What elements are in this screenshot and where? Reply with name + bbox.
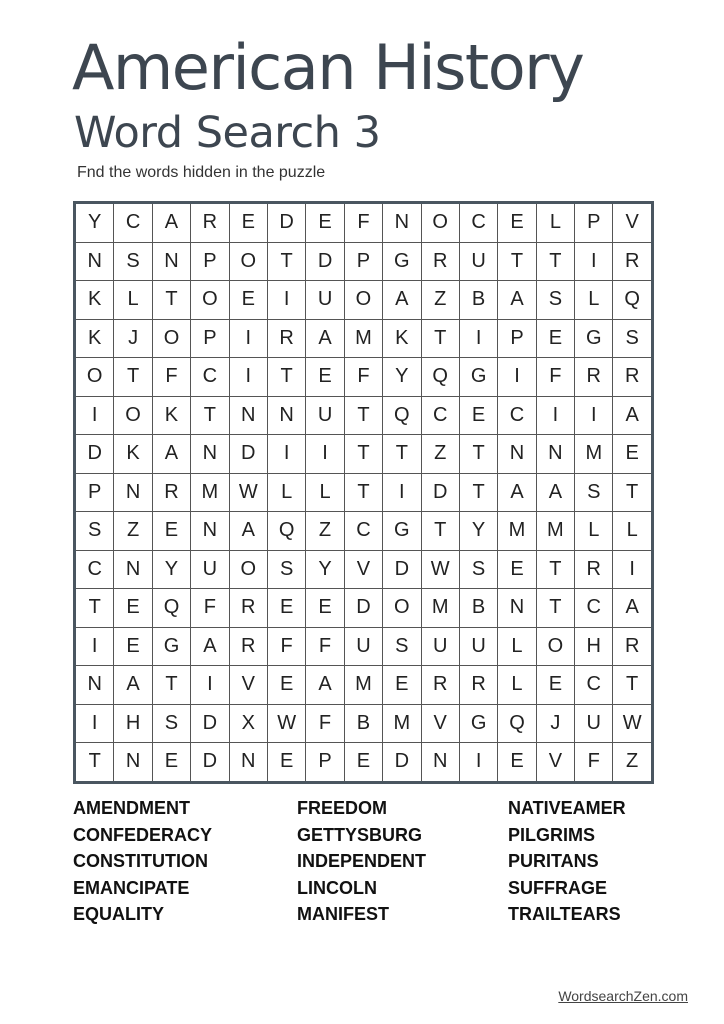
grid-cell[interactable]: K: [114, 435, 152, 474]
grid-cell[interactable]: K: [383, 319, 421, 358]
grid-cell[interactable]: S: [114, 242, 152, 281]
grid-cell[interactable]: D: [383, 550, 421, 589]
grid-cell[interactable]: U: [306, 396, 344, 435]
grid-cell[interactable]: H: [575, 627, 613, 666]
grid-cell[interactable]: E: [229, 203, 267, 243]
grid-cell[interactable]: G: [459, 358, 497, 397]
grid-cell[interactable]: X: [229, 704, 267, 743]
grid-cell[interactable]: E: [229, 281, 267, 320]
grid-cell[interactable]: A: [536, 473, 574, 512]
grid-cell[interactable]: T: [344, 396, 382, 435]
grid-cell[interactable]: T: [459, 473, 497, 512]
grid-row: [75, 319, 653, 358]
grid-cell[interactable]: U: [459, 242, 497, 281]
grid-cell[interactable]: C: [459, 203, 497, 243]
grid-cell[interactable]: T: [613, 473, 652, 512]
grid-cell[interactable]: F: [344, 203, 382, 243]
grid-cell[interactable]: A: [498, 473, 536, 512]
grid-cell[interactable]: R: [229, 627, 267, 666]
word-item: EMANCIPATE: [73, 877, 190, 898]
grid-row: [75, 589, 653, 628]
grid-cell[interactable]: N: [383, 203, 421, 243]
grid-cell[interactable]: D: [75, 435, 114, 474]
word-list-column-3: [508, 795, 626, 928]
grid-cell[interactable]: E: [536, 319, 574, 358]
grid-cell[interactable]: C: [344, 512, 382, 551]
grid-cell[interactable]: N: [191, 512, 229, 551]
grid-cell[interactable]: E: [267, 666, 305, 705]
grid-cell[interactable]: E: [267, 743, 305, 783]
grid-cell[interactable]: M: [383, 704, 421, 743]
grid-cell[interactable]: N: [75, 666, 114, 705]
grid-cell[interactable]: V: [536, 743, 574, 783]
grid-cell[interactable]: R: [229, 589, 267, 628]
grid-cell[interactable]: J: [114, 319, 152, 358]
grid-cell[interactable]: H: [114, 704, 152, 743]
grid-cell[interactable]: R: [267, 319, 305, 358]
word-item: AMENDMENT: [73, 798, 190, 818]
grid-cell[interactable]: N: [498, 589, 536, 628]
word-item: MANIFEST: [297, 904, 389, 924]
grid-cell[interactable]: D: [421, 473, 459, 512]
grid-row: [75, 743, 653, 783]
grid-cell[interactable]: M: [575, 435, 613, 474]
word-item: EQUALITY: [73, 904, 165, 924]
page-subtitle: Word Search 3: [74, 108, 381, 158]
grid-cell[interactable]: A: [498, 281, 536, 320]
word-item: TRAILTEARS: [508, 904, 621, 924]
grid-cell[interactable]: N: [114, 550, 152, 589]
word-list-column-1: [73, 795, 212, 928]
grid-cell[interactable]: O: [536, 627, 574, 666]
grid-cell[interactable]: O: [114, 396, 152, 435]
grid-cell[interactable]: W: [267, 704, 305, 743]
grid-cell[interactable]: L: [498, 666, 536, 705]
grid-row: [75, 704, 653, 743]
grid-cell[interactable]: E: [383, 666, 421, 705]
grid-cell[interactable]: E: [498, 743, 536, 783]
grid-cell[interactable]: Q: [152, 589, 190, 628]
grid-row: [75, 512, 653, 551]
grid-cell[interactable]: A: [152, 435, 190, 474]
grid-cell[interactable]: T: [152, 281, 190, 320]
grid-cell[interactable]: D: [306, 242, 344, 281]
grid-cell[interactable]: E: [459, 396, 497, 435]
word-item: FREEDOM: [297, 798, 387, 818]
grid-row: [75, 242, 653, 281]
grid-cell[interactable]: F: [344, 358, 382, 397]
word-item: GETTYSBURG: [297, 824, 423, 845]
grid-cell[interactable]: I: [613, 550, 652, 589]
grid-cell[interactable]: U: [459, 627, 497, 666]
grid-cell[interactable]: C: [421, 396, 459, 435]
grid-cell[interactable]: F: [267, 627, 305, 666]
grid-cell[interactable]: G: [383, 242, 421, 281]
grid-cell[interactable]: Q: [383, 396, 421, 435]
grid-cell[interactable]: S: [383, 627, 421, 666]
grid-cell[interactable]: D: [229, 435, 267, 474]
grid-cell[interactable]: O: [152, 319, 190, 358]
grid-row: [75, 627, 653, 666]
grid-cell[interactable]: C: [575, 666, 613, 705]
grid-cell[interactable]: G: [459, 704, 497, 743]
grid-cell[interactable]: T: [75, 589, 114, 628]
grid-cell[interactable]: W: [229, 473, 267, 512]
grid-cell[interactable]: I: [306, 435, 344, 474]
grid-cell[interactable]: T: [613, 666, 652, 705]
grid-cell[interactable]: E: [536, 666, 574, 705]
grid-cell[interactable]: N: [536, 435, 574, 474]
grid-cell[interactable]: T: [536, 550, 574, 589]
grid-cell[interactable]: S: [536, 281, 574, 320]
grid-cell[interactable]: E: [306, 203, 344, 243]
grid-cell[interactable]: T: [344, 473, 382, 512]
grid-cell[interactable]: R: [191, 203, 229, 243]
grid-cell[interactable]: A: [229, 512, 267, 551]
grid-cell[interactable]: U: [344, 627, 382, 666]
grid-cell[interactable]: I: [75, 396, 114, 435]
grid-cell[interactable]: V: [613, 203, 652, 243]
grid-cell[interactable]: O: [229, 550, 267, 589]
grid-cell[interactable]: V: [344, 550, 382, 589]
word-item: PILGRIMS: [508, 824, 596, 845]
grid-cell[interactable]: E: [306, 358, 344, 397]
grid-cell[interactable]: Y: [306, 550, 344, 589]
word-item: CONSTITUTION: [73, 851, 208, 871]
grid-cell[interactable]: Z: [613, 743, 652, 783]
grid-cell[interactable]: F: [191, 589, 229, 628]
grid-cell[interactable]: N: [191, 435, 229, 474]
grid-cell[interactable]: F: [152, 358, 190, 397]
grid-cell[interactable]: M: [421, 589, 459, 628]
grid-cell[interactable]: T: [114, 358, 152, 397]
grid-cell[interactable]: T: [75, 743, 114, 783]
grid-cell[interactable]: A: [383, 281, 421, 320]
grid-cell[interactable]: I: [498, 358, 536, 397]
grid-cell[interactable]: Q: [613, 281, 652, 320]
grid-cell[interactable]: I: [459, 743, 497, 783]
grid-row: [75, 550, 653, 589]
grid-cell[interactable]: W: [421, 550, 459, 589]
grid-cell[interactable]: A: [613, 396, 652, 435]
grid-cell[interactable]: P: [191, 319, 229, 358]
grid-cell[interactable]: N: [114, 743, 152, 783]
grid-cell[interactable]: E: [306, 589, 344, 628]
grid-cell[interactable]: G: [383, 512, 421, 551]
grid-cell[interactable]: L: [306, 473, 344, 512]
grid-cell[interactable]: C: [114, 203, 152, 243]
grid-cell[interactable]: N: [498, 435, 536, 474]
grid-cell[interactable]: N: [75, 242, 114, 281]
grid-cell[interactable]: M: [344, 319, 382, 358]
grid-cell[interactable]: T: [536, 589, 574, 628]
grid-cell[interactable]: E: [613, 435, 652, 474]
grid-cell[interactable]: D: [344, 589, 382, 628]
grid-cell[interactable]: A: [306, 666, 344, 705]
word-list-column-2: [297, 795, 426, 928]
grid-cell[interactable]: A: [114, 666, 152, 705]
grid-cell[interactable]: Q: [498, 704, 536, 743]
site-link[interactable]: WordsearchZen.com: [558, 988, 688, 1004]
grid-cell[interactable]: S: [267, 550, 305, 589]
grid-cell[interactable]: R: [613, 358, 652, 397]
grid-cell[interactable]: C: [75, 550, 114, 589]
grid-cell[interactable]: O: [344, 281, 382, 320]
word-item: INDEPENDENT: [297, 851, 427, 871]
grid-cell[interactable]: K: [75, 319, 114, 358]
grid-cell[interactable]: L: [613, 512, 652, 551]
grid-row: [75, 435, 653, 474]
grid-cell[interactable]: I: [75, 627, 114, 666]
grid-cell[interactable]: P: [575, 203, 613, 243]
grid-cell[interactable]: F: [306, 627, 344, 666]
grid-cell[interactable]: L: [114, 281, 152, 320]
grid-cell[interactable]: I: [575, 242, 613, 281]
word-item: NATIVEAMER: [508, 798, 626, 818]
grid-cell[interactable]: I: [536, 396, 574, 435]
grid-cell[interactable]: T: [267, 358, 305, 397]
grid-cell[interactable]: P: [344, 242, 382, 281]
grid-cell[interactable]: G: [575, 319, 613, 358]
grid-cell[interactable]: F: [575, 743, 613, 783]
grid-cell[interactable]: R: [613, 627, 652, 666]
grid-cell[interactable]: T: [344, 435, 382, 474]
grid-cell[interactable]: T: [421, 512, 459, 551]
grid-cell[interactable]: I: [229, 358, 267, 397]
word-item: SUFFRAGE: [508, 877, 607, 898]
grid-cell[interactable]: R: [152, 473, 190, 512]
grid-cell[interactable]: A: [152, 203, 190, 243]
grid-cell[interactable]: N: [229, 743, 267, 783]
grid-cell[interactable]: T: [536, 242, 574, 281]
grid-cell[interactable]: K: [75, 281, 114, 320]
grid-cell[interactable]: V: [421, 704, 459, 743]
grid-cell[interactable]: U: [421, 627, 459, 666]
grid-row: [75, 281, 653, 320]
grid-cell[interactable]: S: [613, 319, 652, 358]
grid-cell[interactable]: P: [75, 473, 114, 512]
grid-cell[interactable]: B: [459, 589, 497, 628]
grid-cell[interactable]: R: [421, 666, 459, 705]
grid-cell[interactable]: J: [536, 704, 574, 743]
grid-cell[interactable]: Q: [421, 358, 459, 397]
grid-cell[interactable]: K: [152, 396, 190, 435]
grid-cell[interactable]: Z: [114, 512, 152, 551]
grid-cell[interactable]: T: [267, 242, 305, 281]
grid-cell[interactable]: M: [191, 473, 229, 512]
grid-cell[interactable]: P: [306, 743, 344, 783]
grid-cell[interactable]: F: [306, 704, 344, 743]
grid-cell[interactable]: O: [191, 281, 229, 320]
grid-cell[interactable]: T: [383, 435, 421, 474]
grid-cell[interactable]: N: [152, 242, 190, 281]
grid-cell[interactable]: V: [229, 666, 267, 705]
grid-row: [75, 358, 653, 397]
page-title: American History: [72, 31, 584, 104]
grid-cell[interactable]: M: [344, 666, 382, 705]
grid-cell[interactable]: A: [191, 627, 229, 666]
grid-cell[interactable]: L: [536, 203, 574, 243]
grid-cell[interactable]: O: [229, 242, 267, 281]
grid-cell[interactable]: I: [459, 319, 497, 358]
grid-cell[interactable]: I: [575, 396, 613, 435]
grid-cell[interactable]: N: [229, 396, 267, 435]
grid-cell[interactable]: I: [383, 473, 421, 512]
grid-cell[interactable]: Y: [152, 550, 190, 589]
grid-cell[interactable]: W: [613, 704, 652, 743]
grid-cell[interactable]: F: [536, 358, 574, 397]
grid-cell[interactable]: S: [152, 704, 190, 743]
grid-cell[interactable]: L: [498, 627, 536, 666]
grid-cell[interactable]: D: [383, 743, 421, 783]
grid-cell[interactable]: T: [421, 319, 459, 358]
grid-cell[interactable]: S: [575, 473, 613, 512]
word-item: LINCOLN: [297, 877, 377, 898]
grid-cell[interactable]: N: [267, 396, 305, 435]
grid-cell[interactable]: N: [421, 743, 459, 783]
grid-cell[interactable]: E: [267, 589, 305, 628]
grid-cell[interactable]: E: [152, 512, 190, 551]
grid-cell[interactable]: E: [152, 743, 190, 783]
grid-cell[interactable]: R: [575, 358, 613, 397]
puzzle-grid: [73, 201, 654, 784]
grid-cell[interactable]: L: [575, 512, 613, 551]
grid-row: [75, 396, 653, 435]
grid-cell[interactable]: B: [459, 281, 497, 320]
grid-cell[interactable]: O: [421, 203, 459, 243]
grid-cell[interactable]: C: [498, 396, 536, 435]
grid-cell[interactable]: A: [613, 589, 652, 628]
grid-row: [75, 473, 653, 512]
grid-cell[interactable]: L: [267, 473, 305, 512]
grid-cell[interactable]: E: [114, 627, 152, 666]
grid-cell[interactable]: U: [575, 704, 613, 743]
grid-cell[interactable]: Y: [75, 203, 114, 243]
grid-cell[interactable]: Y: [459, 512, 497, 551]
grid-cell[interactable]: I: [191, 666, 229, 705]
grid-cell[interactable]: P: [191, 242, 229, 281]
grid-cell[interactable]: O: [383, 589, 421, 628]
grid-row: [75, 666, 653, 705]
grid-cell[interactable]: Y: [383, 358, 421, 397]
grid-cell[interactable]: E: [114, 589, 152, 628]
grid-cell[interactable]: Z: [421, 281, 459, 320]
grid-cell[interactable]: E: [344, 743, 382, 783]
grid-cell[interactable]: Z: [421, 435, 459, 474]
instructions: Fnd the words hidden in the puzzle: [77, 164, 326, 181]
grid-cell[interactable]: U: [191, 550, 229, 589]
grid-cell[interactable]: D: [191, 743, 229, 783]
grid-cell[interactable]: S: [75, 512, 114, 551]
grid-cell[interactable]: G: [152, 627, 190, 666]
grid-cell[interactable]: E: [498, 550, 536, 589]
grid-cell[interactable]: C: [575, 589, 613, 628]
word-item: PURITANS: [508, 851, 599, 871]
grid-cell[interactable]: C: [191, 358, 229, 397]
grid-cell[interactable]: O: [75, 358, 114, 397]
grid-cell[interactable]: M: [536, 512, 574, 551]
grid-cell[interactable]: S: [459, 550, 497, 589]
grid-cell[interactable]: R: [421, 242, 459, 281]
word-item: CONFEDERACY: [73, 824, 213, 845]
grid-cell[interactable]: R: [613, 242, 652, 281]
grid-cell[interactable]: I: [267, 435, 305, 474]
grid-cell[interactable]: Q: [267, 512, 305, 551]
grid-cell[interactable]: I: [75, 704, 114, 743]
grid-cell[interactable]: R: [459, 666, 497, 705]
grid-cell[interactable]: I: [267, 281, 305, 320]
grid-cell[interactable]: T: [498, 242, 536, 281]
grid-cell[interactable]: D: [191, 704, 229, 743]
grid-cell[interactable]: I: [229, 319, 267, 358]
grid-cell[interactable]: R: [575, 550, 613, 589]
grid-cell[interactable]: D: [267, 203, 305, 243]
grid-cell[interactable]: A: [306, 319, 344, 358]
grid-cell[interactable]: T: [459, 435, 497, 474]
grid-cell[interactable]: E: [498, 203, 536, 243]
grid-cell[interactable]: T: [152, 666, 190, 705]
grid-cell[interactable]: U: [306, 281, 344, 320]
grid-cell[interactable]: Z: [306, 512, 344, 551]
grid-cell[interactable]: T: [191, 396, 229, 435]
grid-cell[interactable]: P: [498, 319, 536, 358]
grid-cell[interactable]: N: [114, 473, 152, 512]
grid-row: [75, 203, 653, 243]
grid-cell[interactable]: M: [498, 512, 536, 551]
grid-cell[interactable]: B: [344, 704, 382, 743]
grid-cell[interactable]: L: [575, 281, 613, 320]
